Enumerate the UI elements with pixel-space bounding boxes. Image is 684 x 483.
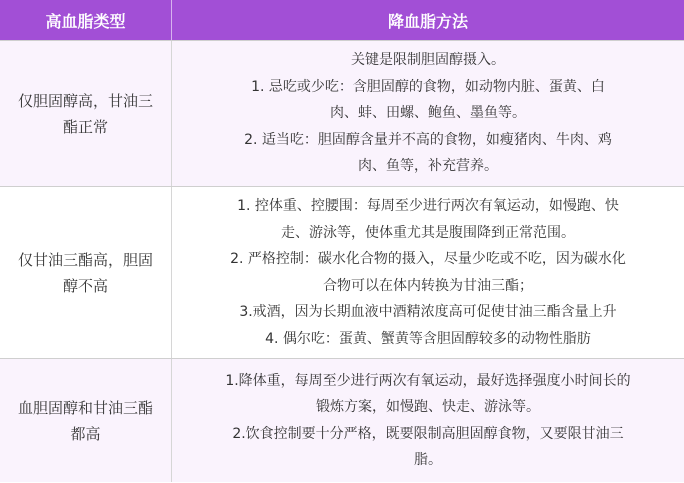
- table-row: [0, 40, 684, 186]
- row-method-cell: [172, 187, 684, 358]
- method-line: 锻炼方案，如慢跑、快走、游泳等。: [316, 399, 540, 415]
- row-type-cell: 仅胆固醇高，甘油三酯正常: [0, 41, 172, 186]
- method-line: 2. 严格控制：碳水化合物的摄入，尽量少吃或不吃，因为碳水化: [230, 251, 626, 267]
- row-method-cell: [172, 41, 684, 186]
- method-line: 肉、鱼等，补充营养。: [358, 158, 498, 175]
- method-line: 关键是限制胆固醇摄入。: [351, 52, 505, 69]
- method-line: 1.降体重，每周至少进行两次有氧运动，最好选择强度小时间长的: [225, 372, 631, 389]
- method-line: 脂。: [414, 452, 442, 468]
- method-line: 2.饮食控制要十分严格，既要限制高胆固醇食物，又要限甘油三: [232, 425, 624, 442]
- row-type-cell: 血胆固醇和甘油三酯都高: [0, 359, 172, 482]
- method-line: 1. 控体重、控腰围：每周至少进行两次有氧运动，如慢跑、快: [237, 198, 619, 214]
- row-type-cell: 仅甘油三酯高，胆固醇不高: [0, 187, 172, 358]
- method-line: 肉、蚌、田螺、鲍鱼、墨鱼等。: [330, 105, 526, 122]
- method-line: 1. 忌吃或少吃：含胆固醇的食物，如动物内脏、蛋黄、白: [251, 78, 605, 95]
- method-line: 3.戒酒，因为长期血液中酒精浓度高可促使甘油三酯含量上升: [239, 304, 617, 320]
- header-method: 降血脂方法: [387, 11, 468, 31]
- header-type: 高血脂类型: [0, 0, 172, 40]
- method-line: 走、游泳等，使体重尤其是腹围降到正常范围。: [281, 224, 575, 241]
- method-line: 2. 适当吃：胆固醇含量并不高的食物，如瘦猪肉、牛肉、鸡: [244, 131, 612, 148]
- method-line: 合物可以在体内转换为甘油三酯；: [323, 277, 533, 294]
- table-row: [0, 358, 684, 482]
- table-row: [0, 186, 684, 358]
- method-line: 4. 偶尔吃：蛋黄、蟹黄等含胆固醇较多的动物性脂肪: [265, 330, 591, 347]
- row-method-cell: [172, 359, 684, 482]
- table-header: [0, 0, 684, 40]
